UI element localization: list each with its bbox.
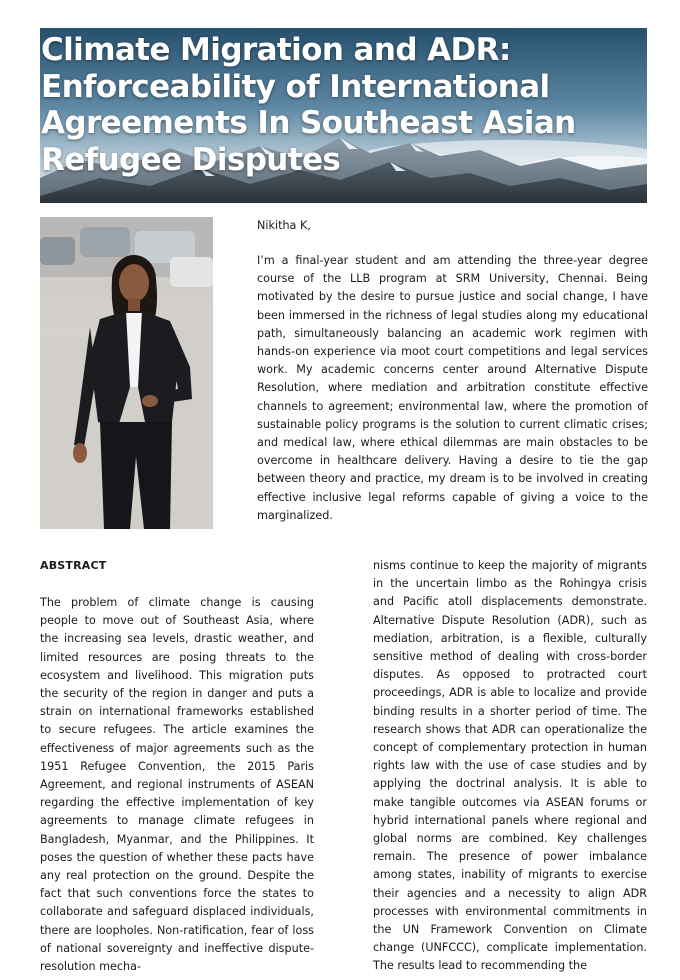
abstract-heading: ABSTRACT	[40, 559, 107, 572]
author-bio: I’m a final-year student and am attending the three-year degree course of the LLB program at SRM University, Chennai. Being motivated by the desire to pursue justice and social change, I have been immersed in the richness of legal studies along my educational path, simultaneously balancing an academic work regimen with hands-on experience via moot court competitions and legal services work. My academic concerns center around Alternative Dispute Resolution, where mediation and arbitration constitute effective channels to agreement; environmental law, where the promotion of sustainable policy programs is the solution to current climatic crises; and medical law, where ethical dilemmas are main obstacles to be overcome in healthcare delivery. Having a desire to tie the gap between theory and practice, my dream is to be involved in creating effective inclusive legal reforms capable of giving a voice to the marginalized.	[257, 254, 648, 522]
author-portrait-image	[40, 217, 213, 529]
article-title: Climate Migration and ADR: Enforceability of International Agreements In Southeast Asian Refugee Disputes	[41, 32, 576, 178]
author-photo	[40, 217, 213, 529]
abstract-column-2: nisms continue to keep the majority of migrants in the uncertain limbo as the Rohingya crisis and Pacific atoll displacements demonstrate. Alternative Dispute Resolution (ADR), such as mediation, arbitration, is a flexible, culturally sensitive method of dealing with cross-border disputes. As opposed to protracted court proceedings, ADR is able to localize and provide binding results in a shorter period of time. The research shows that ADR can operationalize the concept of complementary protection in human rights law with the use of case studies and by applying the doctrinal analysis. It is able to make tangible outcomes via ASEAN forums or hybrid international panels where regional and global norms are combined. Key challenges remain. The presence of power imbalance among states, inability of migrants to exercise their agencies and a necessity to align ADR processes with environmental commitments in the UN Framework Convention on Climate change (UNFCCC), complicate implementation. The results lead to recommending the	[373, 559, 647, 973]
abstract-column-1: The problem of climate change is causing people to move out of Southeast Asia, where the increasing sea levels, drastic weather, and limited resources are posing threats to the ecosystem and livelihood. This migration puts the security of the region in danger and puts a strain on international frameworks established to secure refugees. The article examines the effectiveness of major agreements such as the 1951 Refugee Convention, the 2015 Paris Agreement, and regional instruments of ASEAN regarding the effective implementation of key agreements to manage climate refugees in Bangladesh, Myanmar, and the Philippines. It poses the question of whether these pacts have any real protection on the ground. Despite the fact that such conventions force the states to collaborate and safeguard displaced individuals, there are loopholes. Non-ratification, fear of loss of national sovereignty and ineffective dispute-resolution mecha-	[40, 596, 314, 974]
author-name: Nikitha K,	[257, 219, 311, 232]
title-banner	[40, 28, 647, 203]
